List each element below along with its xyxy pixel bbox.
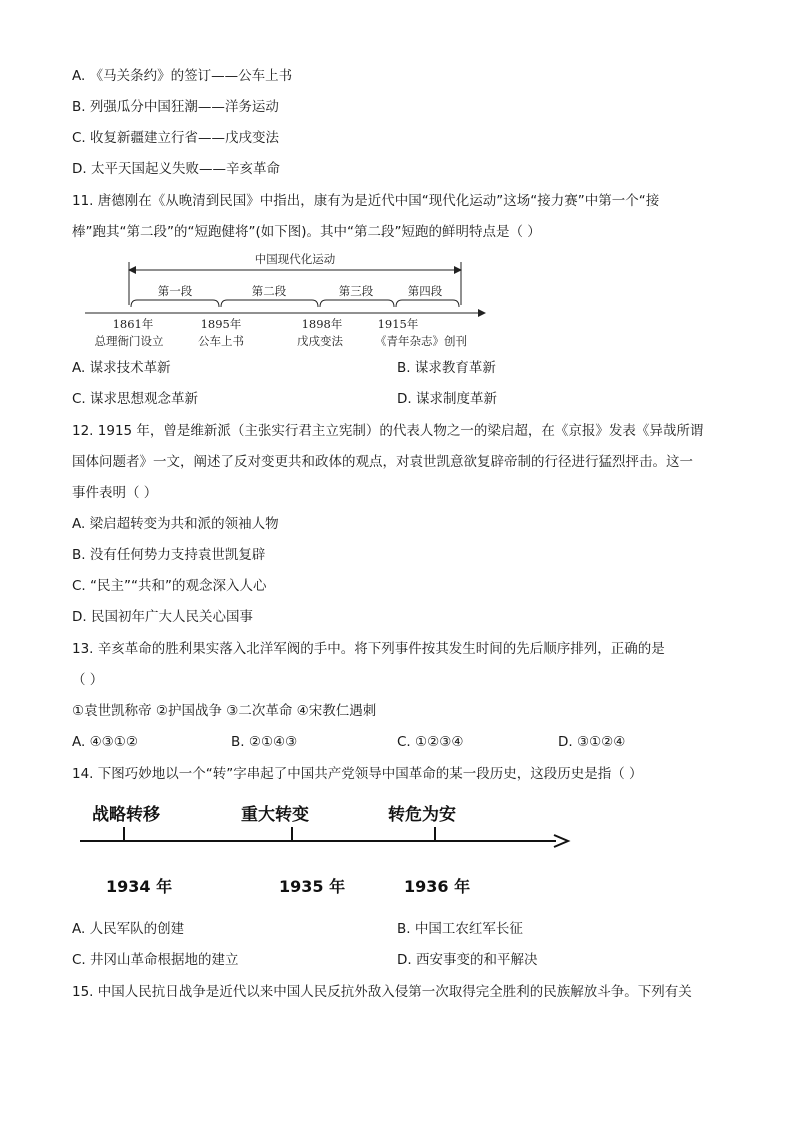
q12-option-c: C. “民主”“共和”的观念深入人心	[72, 578, 267, 594]
q12-option-a: A. 梁启超转变为共和派的领袖人物	[72, 516, 279, 532]
q13-option-a: A. ④③①②	[72, 734, 138, 750]
q11-stem-line1: 11. 唐德刚在《从晚清到民国》中指出，康有为是近代中国“现代化运动”这场“接力赛”中第一个“接	[72, 193, 660, 209]
q13-stem-line2: （ ）	[72, 672, 104, 688]
q11-year-1861: 1861年	[112, 317, 154, 331]
q14-year-1934: 1934 年	[106, 877, 173, 896]
q14-label-3: 转危为安	[388, 805, 456, 825]
q14-option-b: B. 中国工农红军长征	[397, 921, 523, 937]
q12-stem-line2: 国体问题者》一文，阐述了反对变更共和政体的观点，对袁世凯意欲复辟帝制的行径进行猛烈抨击。这一	[72, 454, 693, 470]
q10-option-d: D. 太平天国起义失败——辛亥革命	[72, 161, 280, 177]
q11-year-1895: 1895年	[200, 317, 242, 331]
q14-option-d: D. 西安事变的和平解决	[397, 952, 538, 968]
q15-stem-line1: 15. 中国人民抗日战争是近代以来中国人民反抗外敌入侵第一次取得完全胜利的民族解放斗争。下列有关	[72, 984, 692, 1000]
q12-stem-line1: 12. 1915 年，曾是维新派（主张实行君主立宪制）的代表人物之一的梁启超，在《京报》发表《异哉所谓	[72, 423, 704, 439]
q10-option-b: B. 列强瓜分中国狂潮——洋务运动	[72, 99, 279, 115]
q14-option-c: C. 井冈山革命根据地的建立	[72, 952, 239, 968]
q14-label-2: 重大转变	[241, 805, 309, 825]
q11-event-3: 戊戌变法	[297, 334, 343, 348]
q11-option-d: D. 谋求制度革新	[397, 391, 497, 407]
q11-year-1898: 1898年	[301, 317, 343, 331]
q14-option-a: A. 人民军队的创建	[72, 921, 185, 937]
q11-event-2: 公车上书	[198, 334, 244, 348]
q14-timeline-figure	[78, 795, 578, 905]
q14-year-1935: 1935 年	[279, 877, 346, 896]
q11-figure-title: 中国现代化运动	[254, 252, 336, 266]
q11-timeline-figure	[85, 250, 495, 350]
q11-segment-2: 第二段	[251, 284, 287, 298]
q11-option-a: A. 谋求技术革新	[72, 360, 171, 376]
q12-stem-line3: 事件表明（ ）	[72, 485, 158, 501]
q13-option-c: C. ①②③④	[397, 734, 464, 750]
q12-option-d: D. 民国初年广大人民关心国事	[72, 609, 253, 625]
q14-year-1936: 1936 年	[404, 877, 471, 896]
q10-option-c: C. 收复新疆建立行省——戊戌变法	[72, 130, 280, 146]
q14-label-1: 战略转移	[92, 805, 160, 825]
q11-segment-3: 第三段	[338, 284, 374, 298]
q11-event-4: 《青年杂志》创刊	[375, 334, 467, 348]
q13-stem-line1: 13. 辛亥革命的胜利果实落入北洋军阀的手中。将下列事件按其发生时间的先后顺序排列，正确的是	[72, 641, 665, 657]
q10-option-a: A. 《马关条约》的签订——公车上书	[72, 68, 293, 84]
q11-event-1: 总理衙门设立	[94, 334, 164, 348]
q11-segment-4: 第四段	[407, 284, 443, 298]
q14-stem-line1: 14. 下图巧妙地以一个“转”字串起了中国共产党领导中国革命的某一段历史，这段历史是指（ ）	[72, 766, 643, 782]
q11-segment-1: 第一段	[157, 284, 193, 298]
q13-option-b: B. ②①④③	[231, 734, 298, 750]
q11-option-c: C. 谋求思想观念革新	[72, 391, 199, 407]
q13-items: ①袁世凯称帝 ②护国战争 ③二次革命 ④宋教仁遇刺	[72, 703, 377, 719]
q11-option-b: B. 谋求教育革新	[397, 360, 496, 376]
q12-option-b: B. 没有任何势力支持袁世凯复辟	[72, 547, 266, 563]
q13-option-d: D. ③①②④	[558, 734, 626, 750]
q11-year-1915: 1915年	[377, 317, 419, 331]
q11-stem-line2: 棒”跑其“第二段”的“短跑健将”(如下图)。其中“第二段”短跑的鲜明特点是（ ）	[72, 224, 541, 240]
